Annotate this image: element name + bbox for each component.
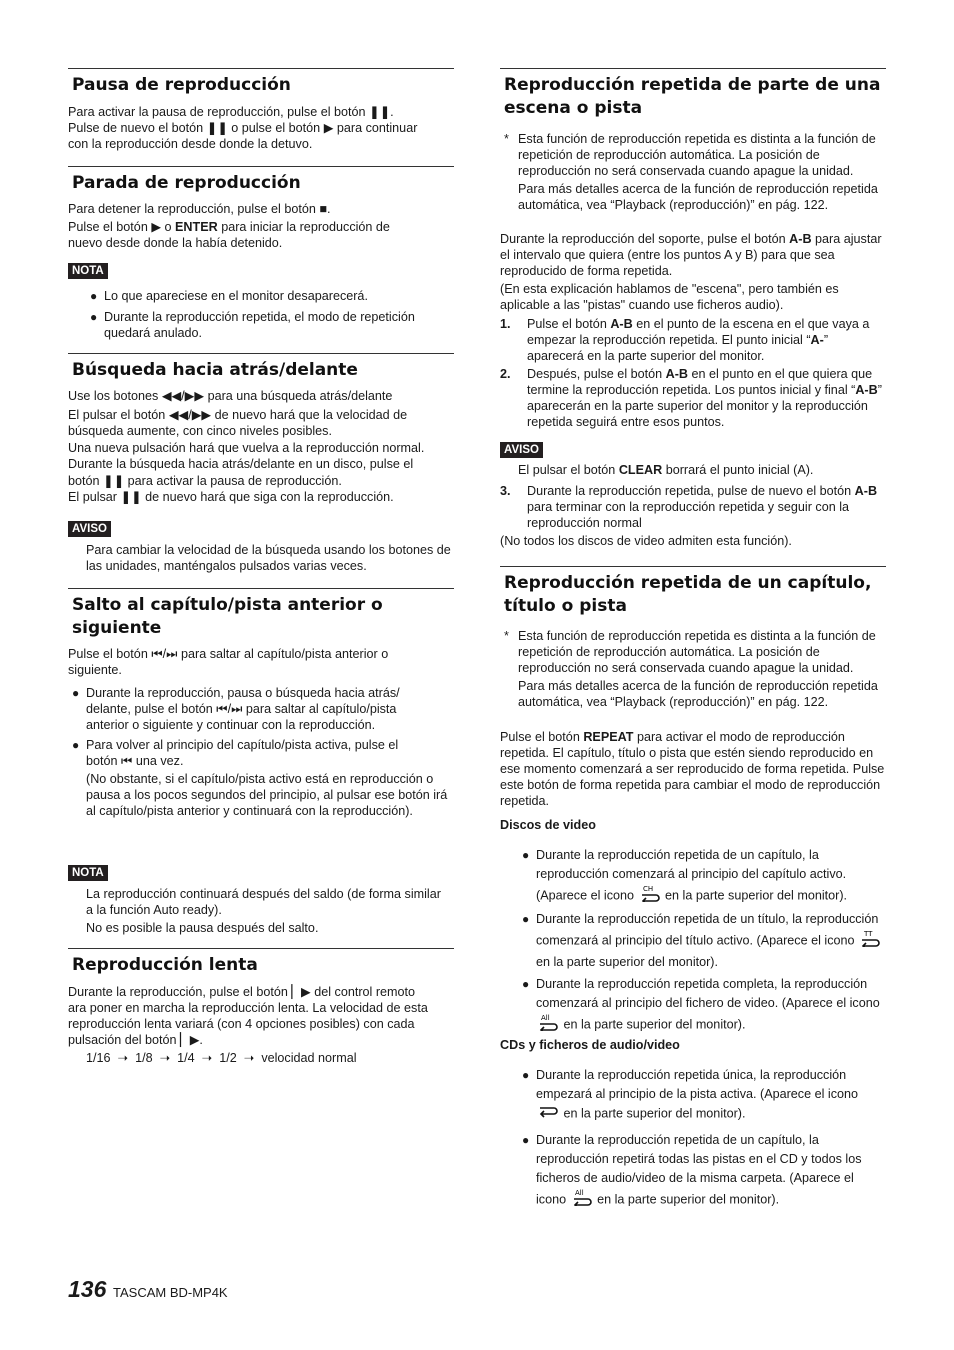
heading-parada: Parada de reproducción: [72, 173, 301, 193]
list-item: ● Durante la reproducción repetida de un capítulo, la reproducción repetirá todas las pistas en el CD y todos los ficheros de audio/video de la misma carpeta. (Aparece el icono All en la parte superior del monitor).: [522, 1131, 886, 1212]
pause-icon: ❚❚: [206, 121, 228, 135]
bullet-icon: ●: [522, 1068, 530, 1082]
repeat-chapter-icon: [638, 884, 662, 908]
bullet-icon: ●: [522, 1133, 530, 1147]
svg-text:All: All: [574, 1189, 584, 1197]
heading-lenta: Reproducción lenta: [72, 955, 258, 975]
bullet-icon: ●: [90, 289, 98, 303]
section-busqueda: [68, 353, 454, 382]
aviso-label: AVISO: [500, 442, 543, 458]
repeat-one-icon: [536, 1104, 560, 1124]
asterisk: *: [504, 629, 509, 643]
ab-notes: * Esta función de reproducción repetida es distinta a la función de repetición de reproducción automática. La posición de reproducción no será conservada cuando apague la unidad. Para más detalles acerca de la función de reproducción repetida automática, vea “Playback (reproducción)” en pág. 122.: [504, 132, 878, 212]
rewind-forward-icon: ◀◀/▶▶: [161, 389, 205, 403]
arrow-right-icon: ➝: [198, 1051, 216, 1065]
page-number: 136: [68, 1276, 107, 1302]
heading-busqueda: Búsqueda hacia atrás/delante: [72, 360, 358, 380]
play-icon: ▶: [151, 220, 162, 234]
heading-pausa: Pausa de reproducción: [72, 75, 291, 95]
heading-ab: Reproducción repetida de parte de una escena o pista: [504, 75, 881, 118]
ab-step-3: 3. Durante la reproducción repetida, pulse de nuevo el botón A-B para terminar con la reproducción repetida y seguir con la reproducción normal: [500, 484, 878, 530]
bullet-icon: ●: [72, 686, 80, 700]
asterisk: *: [504, 132, 509, 146]
skip-prev-next-icon: ⏮/⏭: [216, 702, 243, 716]
heading-capitulo: Reproducción repetida de un capítulo, título o pista: [504, 573, 872, 616]
ab-step-2: 2. Después, pulse el botón A-B en el punto en el que quiera que termine la reproducción repetida. Los puntos inicial y final “A-B” aparecerán en la parte superior del monitor y la reproducción repetida seguirá entre esos puntos.: [500, 367, 882, 429]
pause-icon: ❚❚: [120, 490, 142, 504]
speed-sequence: 1/16 ➝ 1/8 ➝ 1/4 ➝ 1/2 ➝ velocidad normal: [86, 1051, 357, 1065]
pause-icon: ❚❚: [369, 105, 391, 119]
product-model: TASCAM BD-MP4K: [113, 1285, 228, 1300]
list-item: ● Lo que apareciese en el monitor desaparecerá.: [90, 289, 368, 303]
section-pausa: [68, 68, 454, 97]
play-icon: ▶: [323, 121, 334, 135]
list-item: ● Durante la reproducción repetida completa, la reproducción comenzará al principio del fichero de video. (Aparece el icono All en la parte superior del monitor).: [522, 975, 886, 1037]
section-salto: [68, 588, 454, 640]
aviso-text: Para cambiar la velocidad de la búsqueda usando los botones de las unidades, manténgalos pulsados varias veces.: [86, 543, 451, 573]
nota-label: NOTA: [68, 865, 108, 881]
skip-prev-icon: ⏮: [121, 754, 133, 768]
bullet-icon: ●: [522, 848, 530, 862]
ab-body: Durante la reproducción del soporte, pulse el botón A-B para ajustar el intervalo que quiera (entre los puntos A y B) para que sea reproducido de forma repetida. (En esta explicación hablamos de "escena", pero también es aplicable a las "pistas" cuando use ficheros audio).: [500, 232, 882, 312]
list-item: ● Durante la reproducción repetida de un título, la reproducción comenzará al principio del título activo. (Aparece el icono TT en la parte superior del monitor).: [522, 910, 886, 972]
arrow-right-icon: ➝: [114, 1051, 132, 1065]
ab-footnote: (No todos los discos de video admiten esta función).: [500, 534, 792, 548]
cap-body: Pulse el botón REPEAT para activar el modo de reproducción repetida. El capítulo, título o pista que estén siendo reproducido en ese momento comenzará a ser reproducido de forma repetida. Pulse este botón de forma repetida para cambiar el modo de reproducción repetida.: [500, 730, 885, 808]
list-item: ● Durante la reproducción repetida, el modo de repetición quedará anulado.: [90, 310, 415, 340]
ab-step-1: 1. Pulse el botón A-B en el punto de la escena en el que vaya a empezar la reproducción repetida. El punto inicial “A-” aparecerá en la parte superior del monitor.: [500, 317, 870, 363]
arrow-right-icon: ➝: [240, 1051, 258, 1065]
repeat-all-icon: [570, 1188, 594, 1212]
bullet-icon: ●: [522, 912, 530, 926]
parada-text: Para detener la reproducción, pulse el botón ■. Pulse el botón ▶ o ENTER para iniciar la reproducción de nuevo desde donde la había detenido.: [68, 202, 390, 250]
salto-text: Pulse el botón ⏮/⏭ para saltar al capítulo/pista anterior o siguiente.: [68, 647, 389, 677]
slow-icon: ▏▶: [180, 1033, 200, 1047]
cap-notes: * Esta función de reproducción repetida es distinta a la función de repetición de reproducción automática. La posición de reproducción no será conservada cuando apague la unidad. Para más detalles acerca de la función de reproducción repetida automática, vea “Playback (reproducción)” en pág. 122.: [504, 629, 878, 709]
list-item: ● Durante la reproducción repetida única, la reproducción empezará al principio de la pista activa. (Aparece el icono en la parte superior del monitor).: [522, 1066, 886, 1124]
lenta-text: Durante la reproducción, pulse el botón ▏▶ del control remoto ara poner en marcha la reproducción lenta. La velocidad de esta reproducción lenta variará (con 4 opciones posibles) con cada pulsación del botón ▏▶.: [68, 985, 428, 1047]
subheading-cds: CDs y ficheros de audio/video: [500, 1038, 680, 1052]
skip-prev-next-icon: ⏮/⏭: [151, 647, 178, 661]
section-lenta: [68, 948, 454, 977]
rewind-forward-icon: ◀◀/▶▶: [168, 407, 212, 422]
pause-icon: ❚❚: [103, 473, 125, 488]
list-item: ● Durante la reproducción repetida de un capítulo, la reproducción comenzará al principio del capítulo activo. (Aparece el icono CH en la parte superior del monitor).: [522, 846, 886, 908]
list-item: ● Para volver al principio del capítulo/pista activa, pulse el botón ⏮ una vez. (No obstante, si el capítulo/pista activo está en reproducción o pausa a los pocos segundos del principio, al pulsar ese botón irá al capítulo/pista anterior y continuará con la reproducción).: [72, 738, 448, 818]
arrow-right-icon: ➝: [156, 1051, 174, 1065]
aviso-label: AVISO: [68, 521, 111, 537]
list-item: ● Durante la reproducción, pausa o búsqueda hacia atrás/ delante, pulse el botón ⏮/⏭ para saltar al capítulo/pista anterior o siguiente y continuar con la reproducción.: [72, 686, 400, 732]
pausa-text: Para activar la pausa de reproducción, pulse el botón ❚❚. Pulse de nuevo el botón ❚❚ o pulse el botón ▶ para continuar con la reproducción desde donde la detuvo.: [68, 105, 418, 151]
aviso-text: El pulsar el botón CLEAR borrará el punto inicial (A).: [518, 463, 814, 477]
nota-text: La reproducción continuará después del saldo (de forma similar a la función Auto ready). No es posible la pausa después del salto.: [86, 887, 441, 935]
subheading-discos: Discos de video: [500, 818, 596, 832]
section-capitulo: [500, 566, 886, 618]
busqueda-text: Use los botones ◀◀/▶▶ para una búsqueda atrás/delante El pulsar el botón ◀◀/▶▶ de nuevo hará que la velocidad de búsqueda aumente, con cinco niveles posibles. Una nueva pulsación hará que vuelva a la reproducción normal. Durante la búsqueda hacia atrás/delante en un disco, pulse el botón ❚❚ para activar la pausa de reproducción. El pulsar ❚❚ de nuevo hará que siga con la reproducción.: [68, 389, 425, 504]
section-ab: [500, 68, 886, 120]
svg-text:CH: CH: [642, 885, 653, 893]
heading-salto: Salto al capítulo/pista anterior o siguiente: [72, 595, 383, 638]
section-parada: [68, 166, 454, 195]
bullet-icon: ●: [90, 310, 98, 324]
stop-icon: ■: [319, 202, 327, 216]
nota-label: NOTA: [68, 263, 108, 279]
repeat-title-icon: [858, 929, 882, 953]
bullet-icon: ●: [522, 977, 530, 991]
bullet-icon: ●: [72, 738, 80, 752]
svg-text:TT: TT: [864, 930, 873, 938]
slow-icon: ▏▶: [291, 985, 311, 999]
repeat-all-icon: [536, 1013, 560, 1037]
svg-text:All: All: [541, 1014, 550, 1022]
